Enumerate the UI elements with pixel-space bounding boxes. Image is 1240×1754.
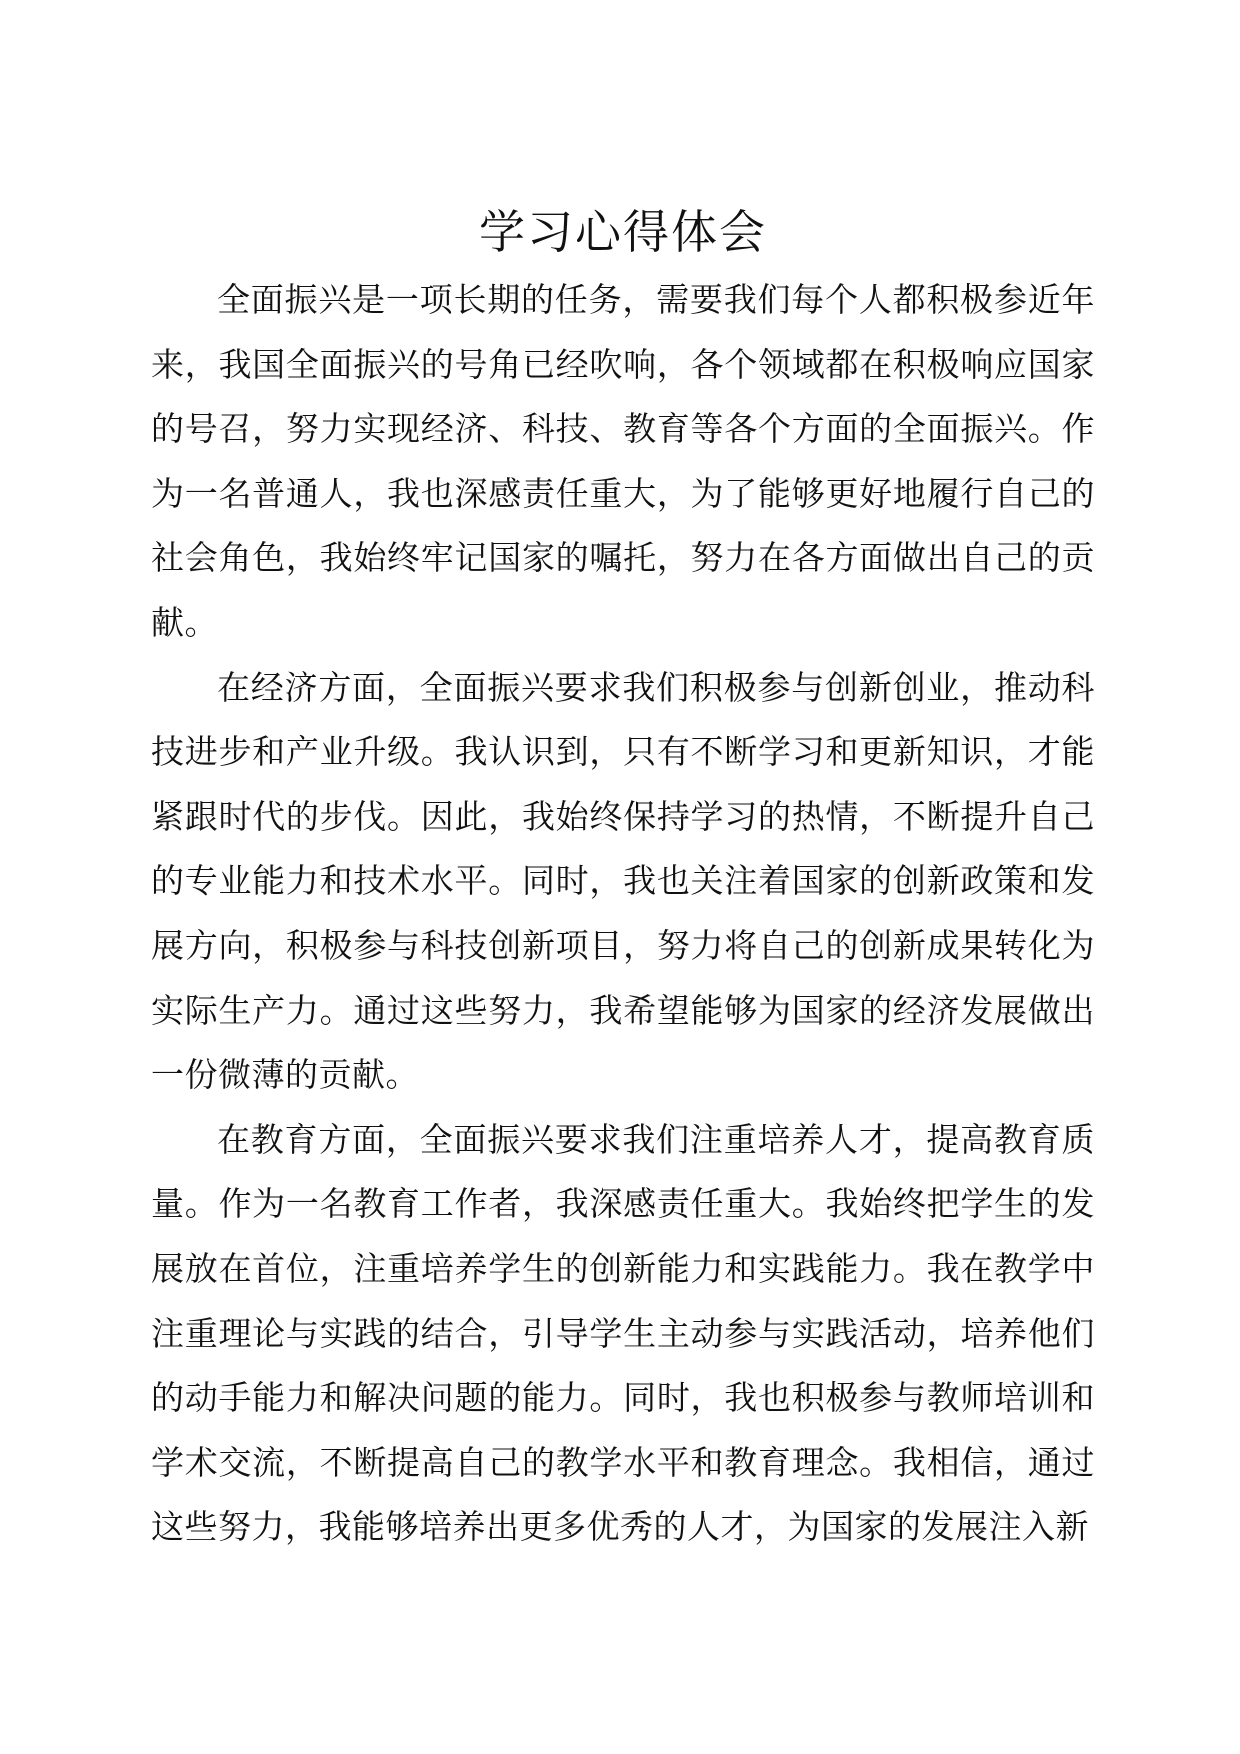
paragraph-education: 在教育方面，全面振兴要求我们注重培养人才，提高教育质量。作为一名教育工作者，我深感责任重大。我始终把学生的发展放在首位，注重培养学生的创新能力和实践能力。我在教学中注重理论与实践的结合，引导学生主动参与实践活动，培养他们的动手能力和解决问题的能力。同时，我也积极参与教师培训和学术交流，不断提高自己的教学水平和教育理念。我相信，通过这些努力，我能够培养出更多优秀的人才，为国家的发展注入新: [151, 1119, 1095, 1547]
paragraph-intro: 全面振兴是一项长期的任务，需要我们每个人都积极参近年来，我国全面振兴的号角已经吹响，各个领域都在积极响应国家的号召，努力实现经济、科技、教育等各个方面的全面振兴。作为一名普通人，我也深感责任重大，为了能够更好地履行自己的社会角色，我始终牢记国家的嘱托，努力在各方面做出自己的贡献。: [151, 280, 1095, 642]
document-body: [151, 196, 1095, 1560]
document-title: 学习心得体会: [479, 205, 767, 259]
paragraph-economy: 在经济方面，全面振兴要求我们积极参与创新创业，推动科技进步和产业升级。我认识到，只有不断学习和更新知识，才能紧跟时代的步伐。因此，我始终保持学习的热情，不断提升自己的专业能力和技术水平。同时，我也关注着国家的创新政策和发展方向，积极参与科技创新项目，努力将自己的创新成果转化为实际生产力。通过这些努力，我希望能够为国家的经济发展做出一份微薄的贡献。: [151, 667, 1095, 1095]
